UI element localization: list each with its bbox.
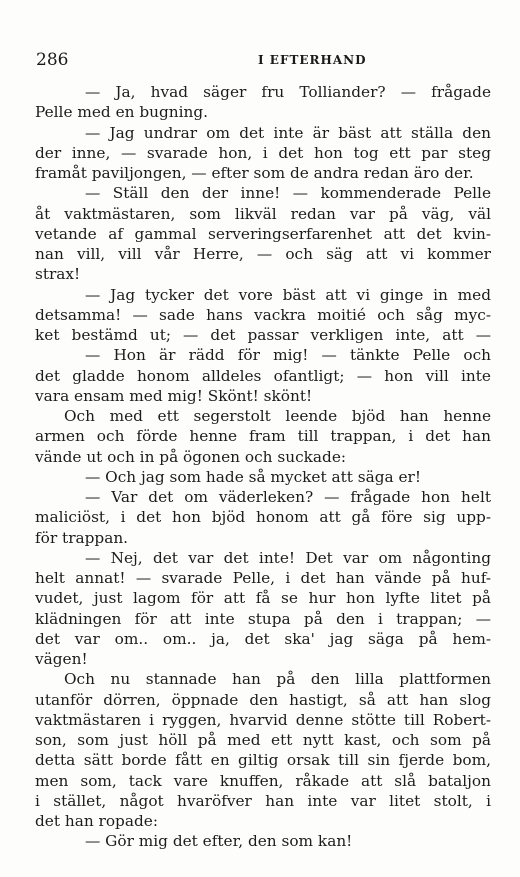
text-line: vägen! <box>35 650 88 668</box>
text-line: men som, tack vare knuffen, råkade att slå bataljon <box>35 771 491 790</box>
text-line: — Och jag som hade så mycket att säga er! <box>85 467 422 486</box>
text-line: — Var det om väderleken? — frågade hon helt <box>85 488 491 506</box>
text-line: — Ställ den der inne! — kommenderade Pelle <box>85 184 491 203</box>
running-head: I EFTERHAND <box>258 53 367 67</box>
text-line: framåt paviljongen, — efter som de andra redan äro der. <box>35 164 474 182</box>
text-line: vudet, just lagom för att få se hur hon lyfte litet på <box>35 589 491 608</box>
text-line: vaktmästaren i ryggen, hvarvid denne stötte till Robert- <box>35 710 491 729</box>
text-line: Och med ett segerstolt leende bjöd han henne <box>64 407 491 425</box>
text-line: det gladde honom alldeles ofantligt; — hon vill inte <box>35 366 491 385</box>
text-line: helt annat! — svarade Pelle, i det han vände på huf- <box>35 569 491 587</box>
text-line: i stället, något hvaröfver han inte var litet stolt, i <box>35 791 491 810</box>
text-line: — Jag tycker det vore bäst att vi ginge in med <box>85 285 491 304</box>
text-line: armen och förde henne fram till trappan, i det han <box>35 427 491 446</box>
text-line: — Ja, hvad säger fru Tolliander? — frågade <box>85 83 491 101</box>
text-line: nan vill, vill vår Herre, — och säg att vi kommer <box>35 245 491 263</box>
text-line: strax! <box>35 265 81 284</box>
text-line: detsamma! — sade hans vackra moitié och såg myc- <box>35 305 491 324</box>
text-line: — Hon är rädd för mig! — tänkte Pelle och <box>85 346 491 365</box>
text-line: vände ut och in på ögonen och suckade: <box>35 447 347 466</box>
text-line: utanför dörren, öppnade den hastigt, så att han slog <box>35 690 491 709</box>
text-line: åt vaktmästaren, som likväl redan var på väg, väl <box>35 204 491 223</box>
text-line: ket bestämd ut; — det passar verkligen inte, att — <box>35 326 491 344</box>
text-line: vara ensam med mig! Skönt! skönt! <box>35 386 313 405</box>
text-line: son, som just höll på med ett nytt kast, och som på <box>35 731 491 749</box>
text-line: maliciöst, i det hon bjöd honom att gå före sig upp- <box>35 508 491 527</box>
text-line: det var om.. om.. ja, det ska' jag säga på hem- <box>35 629 491 648</box>
text-line: der inne, — svarade hon, i det hon tog ett par steg <box>35 143 491 162</box>
text-line: Och nu stannade han på den lilla plattformen <box>64 670 491 689</box>
page-header <box>36 50 492 76</box>
text-line: — Gör mig det efter, den som kan! <box>85 832 353 851</box>
body-text <box>35 82 491 852</box>
text-line: för trappan. <box>35 528 129 547</box>
text-line: — Jag undrar om det inte är bäst att ställa den <box>85 123 491 142</box>
text-line: vetande af gammal serveringserfarenhet att det kvin- <box>35 224 491 243</box>
text-line: — Nej, det var det inte! Det var om någonting <box>85 548 491 567</box>
text-line: Pelle med en bugning. <box>35 103 209 122</box>
text-line: detta sätt borde fått en giltig orsak till sin fjerde bom, <box>35 751 491 770</box>
text-line: klädningen för att inte stupa på den i trappan; — <box>35 609 491 628</box>
page-number: 286 <box>36 50 69 70</box>
text-line: det han ropade: <box>35 812 158 830</box>
